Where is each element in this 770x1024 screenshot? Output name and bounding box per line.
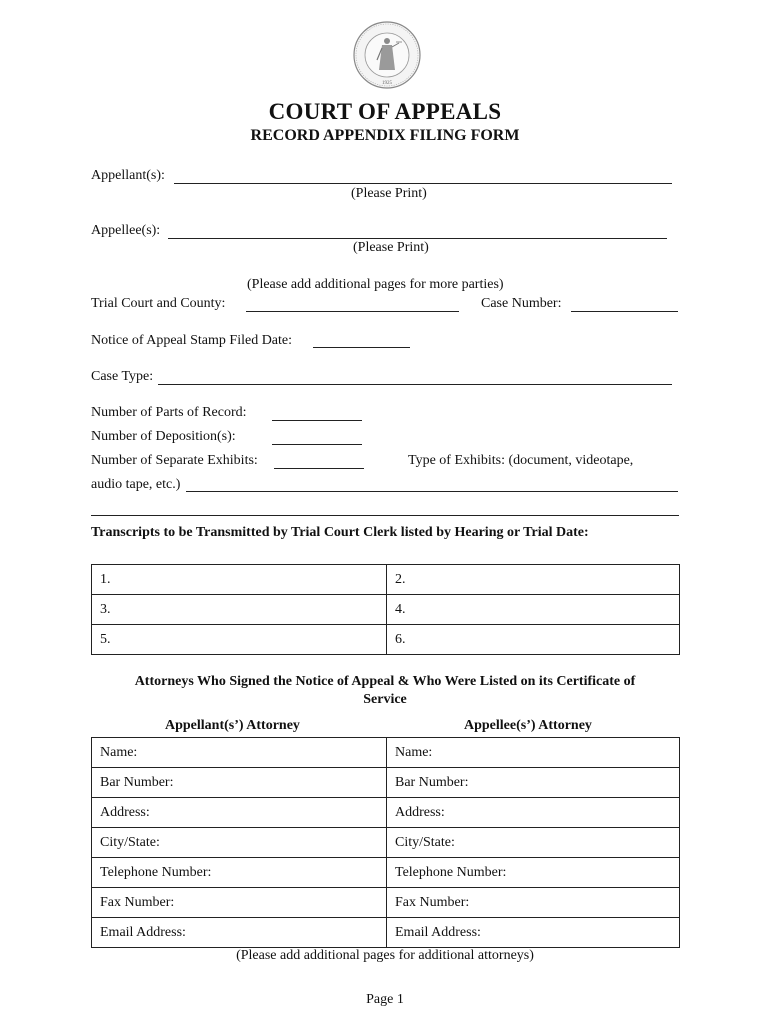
transcript-entry-4[interactable]: 4.: [387, 595, 680, 625]
case-type-field[interactable]: [158, 384, 672, 385]
parts-of-record-label: Number of Parts of Record:: [91, 405, 247, 420]
additional-parties-note: (Please add additional pages for more parties): [247, 277, 504, 292]
appellant-label: Appellant(s):: [91, 168, 165, 183]
exhibit-type-label: Type of Exhibits: (document, videotape,: [408, 453, 634, 468]
additional-attorneys-note: (Please add additional pages for additional attorneys): [236, 948, 534, 963]
appellee-field[interactable]: [168, 238, 667, 239]
page-title: COURT OF APPEALS: [268, 99, 502, 124]
notice-of-appeal-field[interactable]: [313, 347, 410, 348]
exhibit-type-field[interactable]: [186, 491, 678, 492]
transcript-entry-3[interactable]: 3.: [92, 595, 387, 625]
appellee-attorney-email[interactable]: Email Address:: [387, 918, 680, 948]
separate-exhibits-field[interactable]: [274, 468, 364, 469]
exhibit-type-continued: audio tape, etc.): [91, 477, 181, 492]
appellant-hint: (Please Print): [351, 186, 427, 201]
appellee-attorney-telephone[interactable]: Telephone Number:: [387, 858, 680, 888]
svg-text:1925: 1925: [382, 81, 392, 86]
appellant-attorney-bar-number[interactable]: Bar Number:: [92, 768, 387, 798]
separate-exhibits-label: Number of Separate Exhibits:: [91, 453, 258, 468]
appellee-attorney-bar-number[interactable]: Bar Number:: [387, 768, 680, 798]
appellant-attorney-email[interactable]: Email Address:: [92, 918, 387, 948]
attorneys-heading-line2: Service: [363, 692, 407, 707]
attorneys-heading-line1: Attorneys Who Signed the Notice of Appeal & Who Were Listed on its Certificate of: [134, 674, 636, 689]
appellee-label: Appellee(s):: [91, 223, 161, 238]
transcripts-heading: Transcripts to be Transmitted by Trial Court Clerk listed by Hearing or Trial Date:: [91, 525, 589, 540]
case-type-label: Case Type:: [91, 369, 154, 384]
appellant-attorney-name[interactable]: Name:: [92, 738, 387, 768]
appellant-attorney-telephone[interactable]: Telephone Number:: [92, 858, 387, 888]
transcript-entry-2[interactable]: 2.: [387, 565, 680, 595]
table-row: [92, 595, 680, 625]
appellant-attorney-address[interactable]: Address:: [92, 798, 387, 828]
table-row: [92, 828, 680, 858]
parts-of-record-field[interactable]: [272, 420, 362, 421]
table-row: [92, 565, 680, 595]
appellant-attorney-column: Appellant(s’) Attorney: [165, 718, 300, 733]
transcript-entry-6[interactable]: 6.: [387, 625, 680, 655]
table-row: [92, 625, 680, 655]
appellee-attorney-city-state[interactable]: City/State:: [387, 828, 680, 858]
case-number-field[interactable]: [571, 311, 678, 312]
case-number-label: Case Number:: [481, 296, 562, 311]
depositions-field[interactable]: [272, 444, 362, 445]
form-subtitle: RECORD APPENDIX FILING FORM: [250, 127, 520, 144]
appellant-attorney-city-state[interactable]: City/State:: [92, 828, 387, 858]
table-row: [92, 888, 680, 918]
court-seal-logo: [352, 20, 422, 90]
transcript-entry-5[interactable]: 5.: [92, 625, 387, 655]
table-row: [92, 798, 680, 828]
depositions-label: Number of Deposition(s):: [91, 429, 236, 444]
transcript-entry-1[interactable]: 1.: [92, 565, 387, 595]
table-row: [92, 738, 680, 768]
section-divider: [91, 515, 679, 516]
page-number: Page 1: [366, 992, 404, 1007]
table-row: [92, 768, 680, 798]
transcripts-table: [91, 564, 680, 655]
appellee-attorney-name[interactable]: Name:: [387, 738, 680, 768]
attorneys-table: [91, 737, 680, 948]
appellee-hint: (Please Print): [353, 240, 429, 255]
appellant-attorney-fax[interactable]: Fax Number:: [92, 888, 387, 918]
table-row: [92, 918, 680, 948]
appellee-attorney-column: Appellee(s’) Attorney: [464, 718, 592, 733]
appellee-attorney-fax[interactable]: Fax Number:: [387, 888, 680, 918]
notice-of-appeal-label: Notice of Appeal Stamp Filed Date:: [91, 333, 293, 348]
trial-court-field[interactable]: [246, 311, 459, 312]
table-row: [92, 858, 680, 888]
trial-court-label: Trial Court and County:: [91, 296, 226, 311]
appellant-field[interactable]: [174, 183, 672, 184]
appellee-attorney-address[interactable]: Address:: [387, 798, 680, 828]
